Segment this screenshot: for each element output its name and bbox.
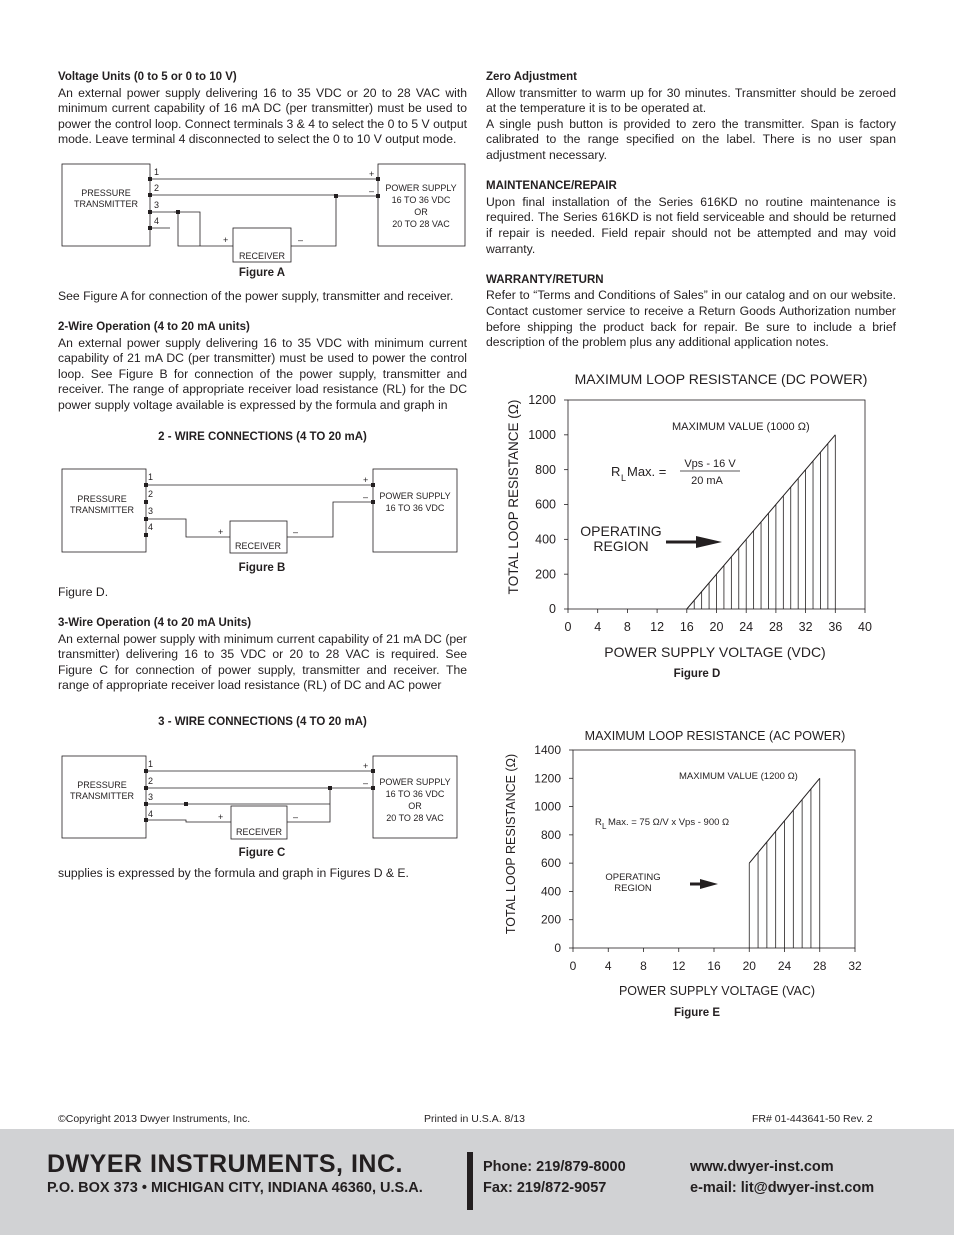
warranty-heading: WARRANTY/RETURN [486, 273, 604, 286]
zero-adjustment-text-1: Allow transmitter to warm up for 30 minutes. Transmitter should be zeroed at the temperature it is to be operated at. [486, 85, 896, 116]
see-figure-a-text: See Figure A for connection of the power supply, transmitter and receiver. [58, 289, 454, 303]
figure-c-caption: Figure C [238, 847, 286, 859]
y-tick-label: 400 [540, 884, 561, 899]
fig-a-ps-minus: – [369, 186, 375, 196]
x-tick-label: 8 [640, 959, 647, 973]
fig-a-ps-label: POWER SUPPLY [385, 183, 457, 193]
fig-c-terminal-3: 3 [148, 792, 154, 802]
figure-a-diagram [60, 160, 470, 265]
figure-d-reference: Figure D. [58, 585, 109, 599]
fig-b-terminal-4: 4 [148, 522, 154, 532]
maintenance-heading: MAINTENANCE/REPAIR [486, 180, 617, 193]
fig-b-rx-minus: – [293, 527, 299, 537]
fig-c-ps-label: POWER SUPPLY [379, 777, 451, 787]
fig-a-ps-dc: 16 TO 36 VDC [391, 195, 451, 205]
fig-c-ps-ac: 20 TO 28 VAC [386, 813, 444, 823]
fax-number: Fax: 219/872-9057 [483, 1180, 607, 1196]
fig-c-terminal-4: 4 [148, 809, 154, 819]
copyright-text: ©Copyright 2013 Dwyer Instruments, Inc. [58, 1113, 251, 1125]
three-wire-connections-heading: 3 - WIRE CONNECTIONS (4 TO 20 mA) [158, 716, 367, 728]
y-tick-label: 1000 [534, 799, 561, 814]
zero-adjustment-text-2: A single push button is provided to zero the transmitter. Span is factory calibrated to the range specified on the label. There is no user span adjustment necessary. [486, 116, 896, 162]
x-tick-label: 40 [858, 620, 872, 634]
form-number: FR# 01-443641-50 Rev. 2 [752, 1113, 873, 1125]
x-tick-label: 32 [798, 620, 813, 634]
fig-a-receiver-label: RECEIVER [238, 251, 286, 261]
voltage-units-text: An external power supply delivering 16 to 35 VDC or 20 to 28 VAC with minimum current capability of 16 mA DC (per transmitter) must be used to power the control loop. Connect terminals 3 & 4 to select the 0 to 5 V output mode. Leave terminal 4 disconnected to select the 0 to 10 V output mode. [58, 85, 467, 147]
y-tick-label: 400 [535, 532, 556, 547]
figure-c-diagram [60, 752, 470, 844]
fig-b-ps-dc: 16 TO 36 VDC [385, 503, 445, 513]
fig-b-rx-plus: + [218, 527, 224, 537]
y-tick-label: 800 [535, 462, 556, 477]
footer-divider [467, 1152, 473, 1210]
fig-c-terminal-1: 1 [148, 759, 154, 769]
printed-text: Printed in U.S.A. 8/13 [424, 1113, 525, 1125]
fig-c-transmitter-line2: TRANSMITTER [70, 791, 134, 801]
company-brand: DWYER INSTRUMENTS, INC. [47, 1150, 403, 1178]
phone-number: Phone: 219/879-8000 [483, 1159, 626, 1175]
fig-b-transmitter-line1: PRESSURE [77, 494, 127, 504]
chart-d-formula-sub: L [621, 473, 627, 483]
fig-c-terminal-2: 2 [148, 776, 154, 786]
x-tick-label: 12 [672, 959, 686, 973]
left-column-top [58, 70, 467, 148]
maintenance-text: Upon final installation of the Series 616KD no routine maintenance is required. The Series 616KD is not field serviceable and should be returned if repair is needed. Field repair should not be attempted and may void warranty. [486, 194, 896, 256]
x-tick-label: 4 [594, 620, 602, 634]
chart-e-xlabel: POWER SUPPLY VOLTAGE (VAC) [618, 984, 816, 998]
warranty-text: Refer to “Terms and Conditions of Sales” in our catalog and on our website. Contact customer service to receive a Return Goods Authorization number before shipping the product back for repair. Be sure to include a brief description of the problem plus any additional application notes. [486, 288, 896, 350]
fig-a-ps-ac: 20 TO 28 VAC [392, 219, 450, 229]
figure-b-diagram [60, 467, 470, 557]
x-tick-label: 20 [742, 959, 756, 973]
email-link[interactable]: e-mail: lit@dwyer-inst.com [690, 1180, 875, 1196]
chart-d-region-line2: REGION [593, 538, 649, 554]
chart-d-title: MAXIMUM LOOP RESISTANCE (DC POWER) [574, 371, 868, 387]
chart-d-region-arrow [666, 536, 722, 548]
two-wire-section [58, 320, 467, 414]
two-wire-connections-heading: 2 - WIRE CONNECTIONS (4 TO 20 mA) [158, 431, 367, 443]
x-tick-label: 12 [650, 620, 665, 634]
figure-d-caption: Figure D [673, 668, 721, 680]
fig-a-transmitter-line2: TRANSMITTER [74, 199, 138, 209]
fig-c-rx-plus: + [218, 812, 224, 822]
chart-e-title: MAXIMUM LOOP RESISTANCE (AC POWER) [584, 729, 846, 743]
three-wire-heading: 3-Wire Operation (4 to 20 mA Units) [58, 617, 252, 629]
y-tick-label: 0 [549, 602, 556, 617]
fig-a-terminal-1: 1 [154, 167, 160, 177]
fig-c-ps-or: OR [408, 801, 422, 811]
fig-a-ps-or: OR [414, 207, 428, 217]
figure-e-chart [496, 722, 896, 1007]
fig-a-ps-plus: + [369, 169, 375, 179]
y-tick-label: 1400 [534, 743, 561, 757]
chart-e-region-line1: OPERATING [605, 872, 661, 883]
y-tick-label: 200 [540, 912, 561, 927]
x-tick-label: 16 [707, 959, 721, 973]
chart-d-max-annotation: MAXIMUM VALUE (1000 Ω) [672, 421, 810, 433]
figure-b-caption: Figure B [238, 562, 286, 574]
y-tick-label: 1000 [528, 428, 556, 442]
fig-a-terminal-4: 4 [154, 216, 160, 226]
x-tick-label: 4 [604, 959, 612, 973]
three-wire-section [58, 616, 467, 694]
y-tick-label: 1200 [534, 771, 561, 786]
company-address: P.O. BOX 373 • MICHIGAN CITY, INDIANA 46360, U.S.A. [47, 1180, 423, 1196]
chart-d-xlabel: POWER SUPPLY VOLTAGE (VDC) [604, 644, 826, 660]
fig-b-ps-label: POWER SUPPLY [379, 491, 451, 501]
chart-e-formula-rest: Max. = 75 Ω/V x Vps - 900 Ω [608, 817, 730, 828]
fig-b-ps-minus: – [363, 492, 369, 502]
x-tick-label: 16 [679, 620, 694, 634]
voltage-units-heading: Voltage Units (0 to 5 or 0 to 10 V) [58, 71, 237, 83]
right-column-text [486, 70, 896, 351]
x-tick-label: 0 [569, 959, 577, 973]
chart-d-region-line1: OPERATING [580, 523, 662, 539]
y-tick-label: 600 [535, 497, 556, 512]
chart-d-ylabel: TOTAL LOOP RESISTANCE (Ω) [506, 399, 521, 595]
y-tick-label: 0 [554, 941, 561, 955]
chart-e-region-arrow [690, 879, 718, 889]
x-tick-label: 28 [768, 620, 783, 634]
supplies-text: supplies is expressed by the formula and graph in Figures D & E. [58, 866, 409, 880]
fig-c-rx-minus: – [293, 812, 299, 822]
fig-b-terminal-3: 3 [148, 506, 154, 516]
zero-adjustment-heading: Zero Adjustment [486, 71, 577, 83]
fig-b-terminal-2: 2 [148, 489, 154, 499]
chart-e-formula-sub: L [602, 822, 607, 831]
fig-c-ps-minus: – [363, 778, 369, 788]
y-tick-label: 800 [540, 827, 561, 842]
x-tick-label: 24 [777, 959, 792, 973]
figure-e-caption: Figure E [673, 1007, 720, 1019]
website-link[interactable]: www.dwyer-inst.com [690, 1159, 834, 1175]
fig-c-receiver-label: RECEIVER [235, 827, 283, 837]
x-tick-label: 24 [739, 620, 754, 634]
x-tick-label: 32 [848, 959, 862, 973]
x-tick-label: 0 [564, 620, 572, 634]
x-tick-label: 28 [813, 959, 827, 973]
fig-b-terminal-1: 1 [148, 472, 154, 482]
fig-a-transmitter-line1: PRESSURE [81, 188, 131, 198]
fig-a-terminal-3: 3 [154, 200, 160, 210]
figure-a-caption: Figure A [238, 267, 286, 279]
three-wire-text: An external power supply with minimum current capability of 21 mA DC (per transmitter) delivering 16 to 35 VDC or 20 to 28 VAC is required. See Figure C for connection of power supply, transmitter and receiver. The range of appropriate receiver load resistance (RL) of DC and AC power [58, 631, 467, 693]
fig-b-ps-plus: + [363, 475, 369, 485]
two-wire-heading: 2-Wire Operation (4 to 20 mA units) [58, 321, 250, 333]
chart-e-formula-lhs: R [595, 817, 602, 828]
x-tick-label: 20 [709, 620, 724, 634]
chart-d-formula-lhs: R [611, 464, 621, 479]
fig-c-transmitter-line1: PRESSURE [77, 780, 127, 790]
fig-c-ps-dc: 16 TO 36 VDC [385, 789, 445, 799]
fig-a-rx-minus: – [298, 235, 304, 245]
x-tick-label: 36 [828, 620, 843, 634]
x-tick-label: 8 [623, 620, 631, 634]
fig-b-receiver-label: RECEIVER [234, 541, 282, 551]
fig-c-ps-plus: + [363, 761, 369, 771]
y-tick-label: 1200 [528, 393, 556, 408]
chart-d-formula-denominator: 20 mA [691, 475, 723, 487]
chart-e-ylabel: TOTAL LOOP RESISTANCE (Ω) [504, 753, 518, 935]
figure-d-chart [496, 365, 896, 695]
chart-d-formula-numerator: Vps - 16 V [684, 458, 736, 470]
chart-d-formula-max: Max. = [627, 464, 667, 479]
chart-e-max-annotation: MAXIMUM VALUE (1200 Ω) [679, 771, 798, 782]
two-wire-text: An external power supply delivering 16 to 35 VDC with minimum current capability of 21 mA DC (per transmitter) must be used to power the control loop. See Figure B for connection of the power supply, transmitter and receiver. The range of appropriate receiver load resistance (RL) for the DC power supply voltage available is expressed by the formula and graph in [58, 335, 467, 412]
fig-a-terminal-2: 2 [154, 183, 160, 193]
y-tick-label: 200 [535, 567, 556, 582]
fig-b-transmitter-line2: TRANSMITTER [70, 505, 134, 515]
fig-a-rx-plus: + [223, 235, 229, 245]
chart-e-region-line2: REGION [614, 883, 652, 894]
y-tick-label: 600 [540, 856, 561, 871]
